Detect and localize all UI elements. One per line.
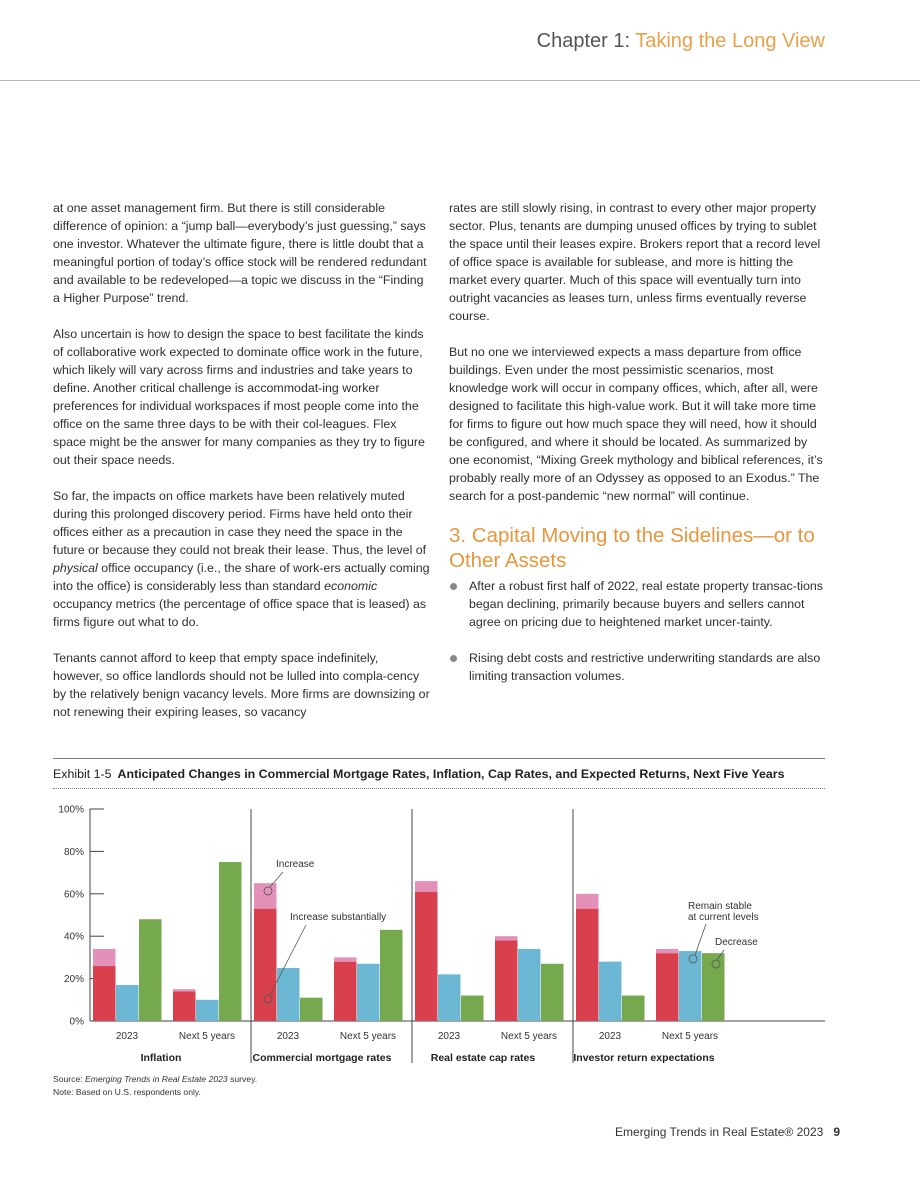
bar-decrease (139, 919, 162, 1021)
bar-increase (656, 949, 679, 953)
note-line: Note: Based on U.S. respondents only. (53, 1087, 201, 1097)
bar-increase-substantially (415, 892, 438, 1021)
annotation-remain-stable: at current levels (688, 912, 759, 923)
y-tick-label: 20% (63, 974, 84, 986)
group-label: Real estate cap rates (430, 1052, 536, 1064)
exhibit-source (53, 1073, 257, 1099)
text-run: So far, the impacts on office markets have been relatively muted during this prolonged discovery period. Firms have held onto their offices either as a precaution in case they need the space in the future or because they could not break their lease. Thus, the level of (53, 489, 427, 557)
source-line (53, 1073, 257, 1086)
bar-increase-substantially (173, 991, 196, 1021)
bar-decrease (300, 998, 323, 1021)
exhibit-label: Exhibit 1-5 (53, 767, 112, 781)
x-tick-label: Next 5 years (500, 1031, 558, 1042)
x-tick-label: Next 5 years (661, 1031, 719, 1042)
x-tick-label: 2023 (598, 1031, 622, 1042)
bar-remain-stable (357, 964, 380, 1021)
bar-increase (495, 936, 518, 940)
bar-remain-stable (277, 968, 300, 1021)
emphasis: economic (324, 579, 378, 593)
annotation-remain-stable: Remain stable (688, 901, 752, 912)
bar-decrease (622, 996, 645, 1021)
bar-increase (93, 949, 116, 966)
y-tick-label: 100% (58, 804, 84, 816)
bar-decrease (380, 930, 403, 1021)
x-tick-label: 2023 (276, 1031, 300, 1042)
emphasis: physical (53, 561, 98, 575)
paragraph: at one asset management firm. But there is still considerable difference of opinion: a “jump ball—everybody’s just guessing,” says one investor. Whatever the ultimate figure, there is little doubt that a meaningful portion of today’s office stock will be rendered redundant and available to be redeveloped—a topic we discuss in the “Finding a Higher Purpose” trend. (53, 201, 427, 305)
annotation-increase-substantially: Increase substantially (290, 912, 387, 923)
chapter-title: Taking the Long View (635, 30, 825, 52)
group-label: Investor return expectations (573, 1052, 715, 1064)
bar-increase (415, 881, 438, 892)
bar-remain-stable (116, 985, 139, 1021)
bar-increase-substantially (495, 940, 518, 1021)
x-tick-label: 2023 (115, 1031, 139, 1042)
group-label: Commercial mortgage rates (252, 1052, 392, 1064)
bullet-text: Rising debt costs and restrictive underwriting standards are also limiting transaction volumes. (469, 651, 821, 683)
x-tick-label: Next 5 years (339, 1031, 397, 1042)
publication-name: Emerging Trends in Real Estate® 2023 (615, 1125, 824, 1139)
bar-increase (576, 894, 599, 909)
bar-increase-substantially (254, 909, 277, 1021)
section-heading: 3. Capital Moving to the Sidelines—or to Other Assets (449, 524, 815, 572)
annotation-leader (695, 924, 706, 955)
text-run: Source: (53, 1074, 86, 1084)
bar-remain-stable (438, 974, 461, 1021)
annotation-decrease: Decrease (715, 937, 758, 948)
bar-increase (173, 989, 196, 991)
x-tick-label: 2023 (437, 1031, 461, 1042)
paragraph: But no one we interviewed expects a mass departure from office buildings. Even under the most pessimistic scenarios, most knowledge work will occur in company offices, which, after all, were designed to facilitate this high-value work. But it will take more time for firms to figure out how much space they will need, how it should be configured, and where it should be located. As summarized by one economist, “Mixing Greek mythology and biblical references, it’s probably really more of an Odyssey as opposed to an Exodus.” The search for a post-pandemic “new normal” will continue. (449, 345, 823, 503)
text-run: survey. (227, 1074, 258, 1084)
bar-decrease (219, 862, 242, 1021)
text-run: office occupancy (i.e., the share of work-ers actually coming into the office) is considerably less than standard (53, 561, 430, 593)
exhibit-heading: Anticipated Changes in Commercial Mortgage Rates, Inflation, Cap Rates, and Expected Returns, Next Five Years (117, 767, 785, 781)
bar-increase-substantially (656, 953, 679, 1021)
bar-increase-substantially (93, 966, 116, 1021)
bar-increase (334, 957, 357, 961)
bar-decrease (541, 964, 564, 1021)
group-label: Inflation (140, 1052, 182, 1064)
emphasis: Emerging Trends in Real Estate 2023 (85, 1074, 228, 1084)
bullet-text: After a robust first half of 2022, real estate property transac-tions began declining, primarily because buyers and sellers cannot agree on pricing due to heightened market uncer-tainty. (469, 579, 823, 629)
y-tick-label: 80% (63, 846, 84, 858)
paragraph: Tenants cannot afford to keep that empty space indefinitely, however, so office landlords should not be lulled into compla-cency by the relatively benign vacancy levels. More firms are downsizing or not renewing their expiring leases, so vacancy (53, 651, 430, 719)
bar-remain-stable (599, 962, 622, 1021)
bar-decrease (702, 953, 725, 1021)
bar-remain-stable (196, 1000, 219, 1021)
bar-decrease (461, 996, 484, 1021)
annotation-increase: Increase (276, 859, 315, 870)
y-tick-label: 60% (63, 889, 84, 901)
page-number: 9 (833, 1125, 840, 1139)
bar-increase-substantially (334, 962, 357, 1021)
y-tick-label: 40% (63, 931, 84, 943)
x-tick-label: Next 5 years (178, 1031, 236, 1042)
paragraph: rates are still slowly rising, in contrast to every other major property sector. Plus, tenants are dumping unused offices by trying to sublet the space until their leases expire. Brokers report that a record level of office space is available for sublease, and more is hitting the market every quarter. Much of this space will eventually turn into outright vacancies as leases turn, unless firms eventually reverse course. (449, 201, 821, 323)
bar-remain-stable (518, 949, 541, 1021)
y-tick-label: 0% (69, 1016, 84, 1028)
bar-increase-substantially (576, 909, 599, 1021)
paragraph: Also uncertain is how to design the space to best facilitate the kinds of collaborative work expected to dominate office work in the future, which likely will vary across firms and industries and take years to define. Another critical challenge is accommodat-ing worker preferences for individual workspaces if most people come into the office on the same three days to be with their col-leagues. Flex space might be the answer for many companies as they try to figure out their space needs. (53, 327, 425, 467)
text-run: occupancy metrics (the percentage of office space that is leased) as firms figure out what to do. (53, 597, 427, 629)
bar-increase (254, 883, 277, 908)
page-footer (615, 1125, 840, 1139)
chapter-number: Chapter 1: (536, 30, 636, 52)
